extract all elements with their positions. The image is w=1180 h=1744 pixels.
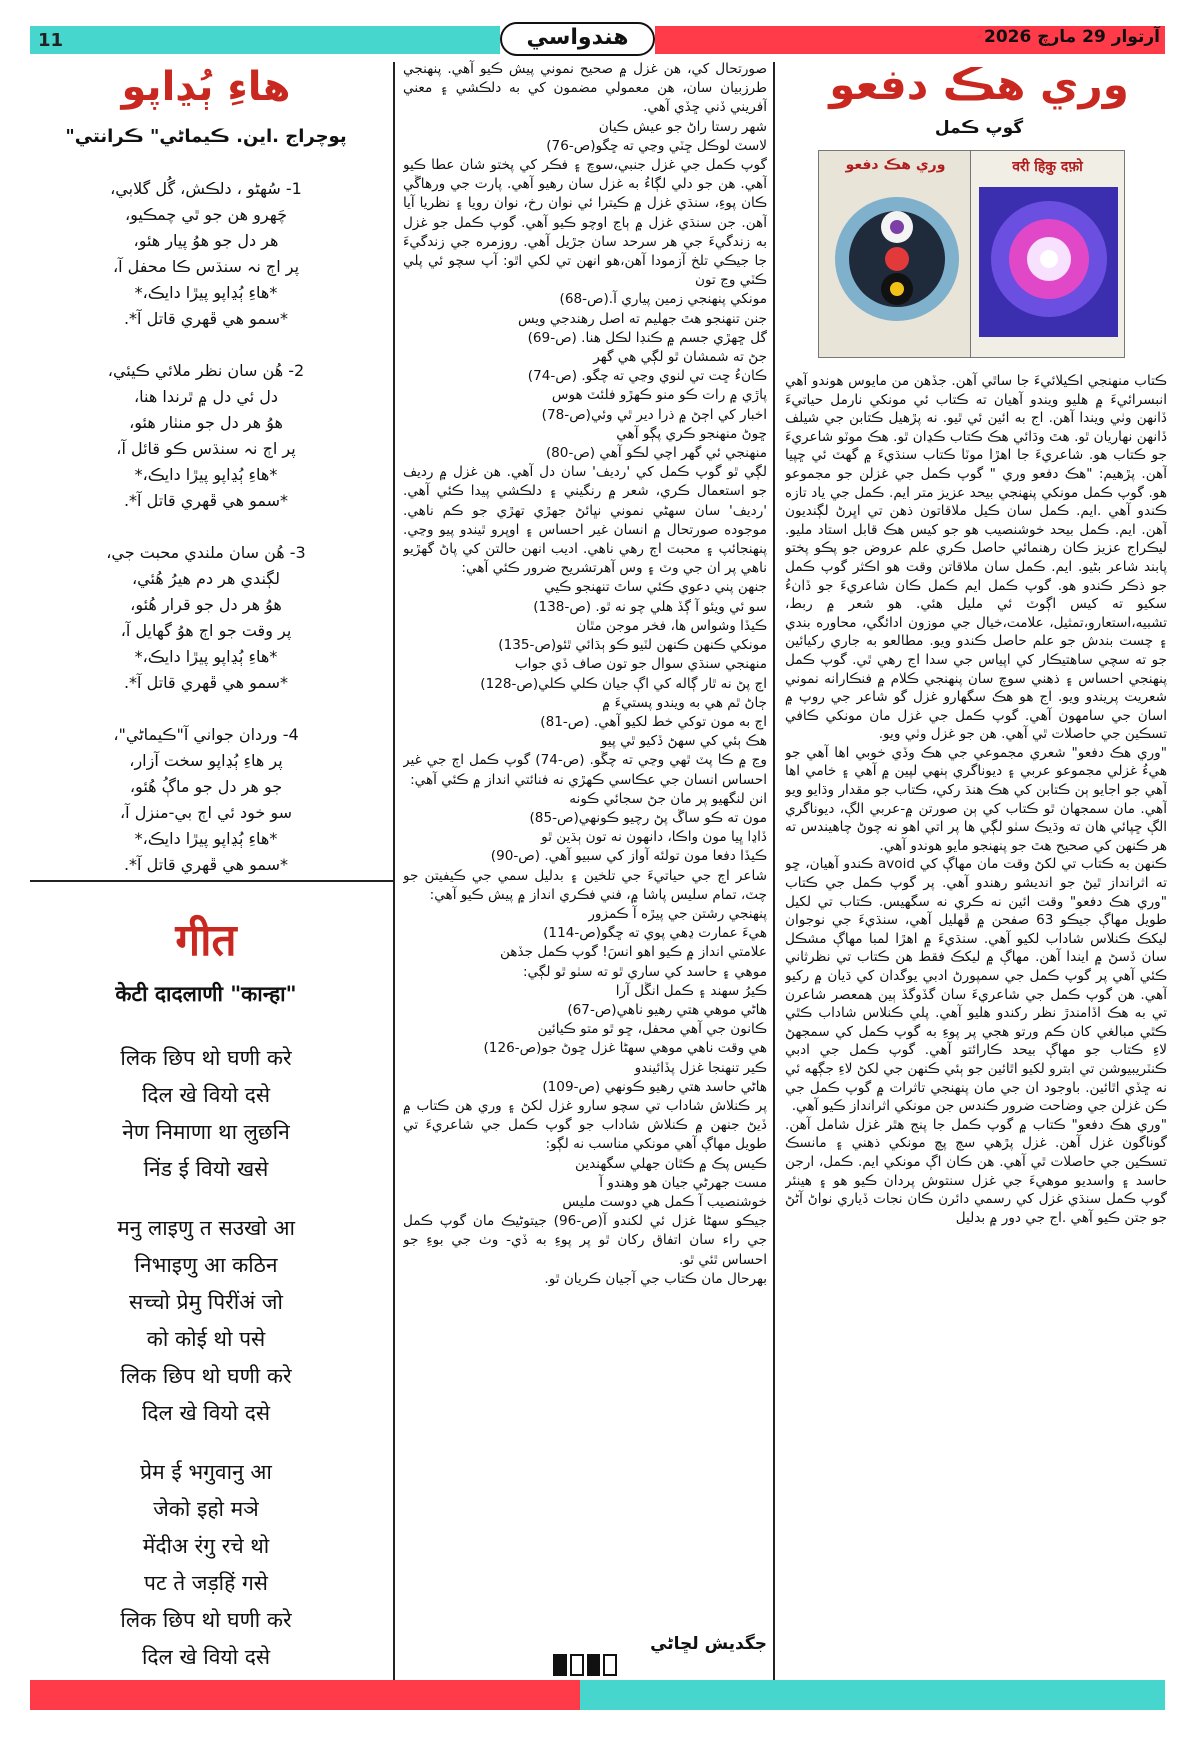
poem-line: *سمو هي ڦهري قاتل آ*.: [123, 673, 289, 692]
text-line: موهي ۽ حاسد کي ساري ٿو ته سٺو ٿو لڳي:: [522, 963, 767, 980]
cover-art-burst: [971, 179, 1126, 354]
verse-line: اڄ پڻ نه ٿار ڳاله کي اڳ جيان ڪلي ڪلي(ص-128): [480, 675, 767, 692]
geet-line: लिक छिप थो घणी करे: [120, 1608, 292, 1632]
book-cover-devanagari: [970, 150, 1125, 358]
geet-line: जेको इहो मञे: [153, 1497, 259, 1521]
geet-line: लिक छिप थो घणी करे: [120, 1046, 292, 1070]
article-signature: جگديش لڇاڻي: [650, 1634, 767, 1654]
verse-line: هڪ ٻئي کي سهڻ ڏکيو ٿي پيو: [600, 733, 767, 750]
section-divider: [30, 880, 393, 882]
text-line: پر ڪنلاش شاداب تي سچو سارو غزل لکڻ ۽ وري هن ڪتاب ۾ ڏيڻ جنهن ۾ ڪنلاش شاداب جو گوپ ڪمل جي شاعريءَ تي طويل مهاڳ آهي مونکي مناسب نه لڳو:: [403, 1097, 767, 1153]
article-body: [785, 372, 1167, 1672]
poem-line: سو خود ئي اڄ بي-منزل آ،: [120, 803, 292, 822]
column-divider-right: [773, 62, 775, 1680]
article-paragraph: "وري هڪ دفعو" ڪتاب ۾ گوپ ڪمل جا پنج هٿر غزل شامل آهن. گوناگون غزل آهن. غزل پڙهي سڄ پچ مونکي ذهني ۽ مانسڪ تسڪين جي حاصلات ٿي آهي. هن ڪان اڳ مونکي ايم. ڪمل، ارجن حاسد ۽ واسديو موهيءَ جي غزل سنتوش پردان ڪيو هو ۽ هينئر گوپ ڪمل سنڌي غزل کي رسمي دائرن ڪان نجات ڏياري نواڻ آڻڻ جو جتن ڪيو آهي .اج جي دور ۾ بدليل: [785, 1116, 1167, 1226]
poem-line: هر دل جو هوُ پيار هئو،: [133, 231, 279, 250]
poem-line: هوُ هر دل جو منٺار هئو،: [129, 413, 283, 432]
poem-line: *هاءِ ٻُڍاپو پيڙا دايڪ،*: [134, 829, 278, 848]
issue-date: آرتوار 29 مارچ 2026: [984, 27, 1160, 47]
verse-line: خوشنصيب آ ڪمل هي دوست مليس: [562, 1193, 767, 1210]
geet-line: लिक छिप थो घणी करे: [120, 1364, 292, 1388]
verse-line: هاڻي موهي هتي رهيو ناهي(ص-67): [567, 1001, 767, 1018]
text-line: جيڪو سهڻا غزل ئي لکندو آ(ص-96) جيتوڻيڪ مان گوپ ڪمل جي راء سان اتفاق رکان ٿو پر پوءِ به ڏي- وٺ جي بوءِ جو احساس ٿئي ٿو.: [403, 1213, 767, 1268]
verse-line: ڪانون جي آهي محفل، ڇو ٿو متو ڪيائين: [537, 1021, 767, 1038]
cover-art-circles: [819, 179, 974, 354]
verse-line: لاسٽ لوڪل ڇٽي وڃي ته ڇگو(ص-76): [546, 137, 767, 154]
article-paragraph: "وري هڪ دفعو" شعري مجموعي جي هڪ وڏي خوبي اها آهي جو هيءُ غزلي مجموعو عربي ۽ ديوناگري ٻنهي لپين ۾ آهي ۽ خامي اها آهي جو اجايو ٻن ڪتابن کي هڪ هنڌ رکي، ڪتاب جو مقدار وڌايو ويو آهي. مان سمجهان ٿو ڪتاب کي ٻن صورتن ۾-عربي الڳ، ديوناگري الڳ ڇپائي هان ته وڌيڪ سٺو لڳي ها پر اتي اهو نه چوڻ چاهيندس ته هر ڪنهن کي صحيح هٿ جو پنهنجو مايو هوندو آهي.: [785, 744, 1167, 854]
geet-poem: [32, 1040, 380, 1676]
geet-title: गीत: [175, 915, 237, 966]
verse-line: جنن تنهنجو هٿ جهليم ته اصل رهندجي ويس: [517, 310, 767, 327]
verse-line: منهنجي سنڌي سوال جو تون صاف ڏي جواب: [514, 656, 767, 673]
verse-line: پاڙي ۾ رات ڪو منو ڪهڙو فلئٽ هوس: [551, 387, 767, 404]
poem-line: 1- سُهڻو ، دلڪش، گُل گلابي،: [110, 179, 302, 198]
verse-line: منهنجي ئي گهر اچي لڪو آهي (ص-80): [545, 445, 767, 462]
cover-title: वरी हिकु दफ़ो: [1012, 159, 1083, 175]
end-ornament: [553, 1654, 617, 1676]
text-line: صورتحال کي، هن غزل ۾ صحيح نموني پيش ڪيو آهي. پنهنجي طرزبيان سان، هن معمولي مضمون کي به دلڪشي ۽ معني آفريني ڏني ڇڏي آهي.: [403, 61, 767, 116]
geet-line: सच्चो प्रेमु पिरींअं जो: [129, 1290, 283, 1314]
sindhi-poem: [32, 176, 380, 878]
verse-line: مست جهرڻي جيان هو وهندو آ: [599, 1174, 767, 1191]
poem-line: *هاءِ ٻُڍاپو پيڙا دايڪ،*: [134, 465, 278, 484]
article-paragraph: ڪنهن به ڪتاب تي لکڻ وقت مان مهاڳ کي avoid ڪندو آهيان، ڇو ته اثرانداز ٿيڻ جو انديشو رهندو آهي. پر گوپ ڪمل جي ڪتاب "وري هڪ دفعو" وقت ائين نه ڪري نه سگهيس. ڪتاب تي لکيل طويل مهاڳ جيڪو 63 صفحن ۾ ڦهليل آهي، سنڌيءَ جي نوجوان ليکڪ ڪنلاس شاداب لکيو آهي. سنڌيءَ ۾ اهڙا لمبا مهاڳ مشڪل سان ڏسڻ ۾ ايندا آهن. مهاڳ ۾ ليکڪ فقط هن ڪتاب تي نظرثاني ڪئي آهي پر گوپ ڪمل جي سمپورڻ ادبي يوگدان کي ڌيان ۾ رکيو آهي. هن گوپ ڪمل جي شاعريءَ سان گڏوگڏ ٻين همعصر شاعرن تي به هڪ اڏامندڙ نظر رکندو هليو آهي. پلي ڪنلاس شاداب ڪٿي ڪٿي مبالغي کان ڪم ورتو هجي پر پوءِ به گوپ ڪمل کي سمجهڻ لاءِ ڪتاب جو مهاڳ بيحد ڪارائتو آهي. گوپ ڪمل جي ادبي ڪنٽريبيوشن تي ابترو لکيو اٿائين جو ٻئي ڪنهن جي لکڻ لاءِ جڳهه ئي نه ڇڏي اٿائين. باوجود ان جي مان پنهنجي تاثرات ۾ گوپ ڪمل جي ڪن غزلن جي وضاحت ضرور ڪندس جن مونکي اثرانداز ڪيو آهي.: [785, 856, 1167, 1115]
poem-line: *هاءِ ٻُڍاپو پيڙا دايڪ،*: [134, 283, 278, 302]
text-line: لڳي ٿو گوپ ڪمل کي 'رديف' سان دل آهي. هن غزل ۾ رديف جو استعمال ڪري، شعر ۾ رنگيني ۽ دلڪشي پيدا ڪئي آهي. 'رديف' سان سهڻي نموني نڀائڻ جهڙي تهڙي جو ڪم ناهي. موجوده صورتحال ۾ انسان غير احساس ۽ اوپرو ٿيندو پيو وڃي. پنهنجائپ ۽ محبت اڄ رهي ناهي. اديب انهن حالتن کي پاڻ گهڙيو ناهي پر ان جي وٽ ۽ وس آهرتشريح ضرور ڪئي آهي:: [403, 464, 767, 577]
geet-line: को कोई थो पसे: [146, 1327, 266, 1351]
verse-line: ڪانءُ ڇت تي لنوي وڃي ته چگو. (ص-74): [527, 368, 767, 385]
geet-line: मनु लाइणु त सउखो आ: [117, 1216, 295, 1240]
article-author: گوپ ڪمل: [934, 118, 1024, 138]
article-title: وري هڪ دفعو: [829, 60, 1129, 109]
verse-line: هيءَ عمارت ڍهي پوي ته ڇگو(ص-114): [543, 925, 767, 942]
verse-line: اخبار کي اڄڻ ۾ ذرا دير ٿي وئي(ص-78): [541, 406, 767, 423]
verse-line: هي وقت ناهي موهي سهڻا غزل ڇوڻ جو(ص-126): [483, 1040, 767, 1057]
verse-line: ڪيڏا وشواس ها، فخر موجن مٿان: [576, 617, 767, 634]
footer-bar-left: [30, 1680, 580, 1710]
geet-line: प्रेम ई भगुवानु आ: [140, 1460, 272, 1484]
geet-line: दिल खे वियो दसे: [141, 1645, 271, 1669]
verse-line: ڪيس پڪ ۾ ڪٿان جهلي سگهندين: [575, 1155, 767, 1172]
geet-line: नेण निमाणा था लुछनि: [122, 1120, 290, 1144]
poem-line: هوُ هر دل جو قرار هُئو،: [130, 595, 282, 614]
verse-line: شهر رستا راڻ جو عيش ڪيان: [598, 118, 767, 135]
geet-line: मेंदीअ रंगु रचे थो: [142, 1534, 270, 1558]
verse-line: اڄ به مون توکي خط لکيو آهي. (ص-81): [540, 713, 767, 730]
verse-line: سو ئي ويئو آ ڳڏ هلي چو نه ٿو. (ص-138): [533, 598, 767, 615]
poem-line: چَهرو هن جو ٿي چمڪيو،: [124, 205, 287, 224]
verse-line: ڪيڏا دفعا مون تولئه آواز کي سبيو آهي. (ص-90): [490, 848, 767, 865]
poem-line: پر هاءِ ٻُڍاپو سخت آزار،: [129, 751, 283, 770]
poem-line: دل ئي دل ۾ ٿرندا هنا،: [134, 387, 278, 406]
verse-line: ڪير تنهنجا غزل پڏائيندو: [634, 1059, 767, 1076]
verse-line: مون ته ڪو ساڱ پڻ رچيو ڪونهي(ص-85): [529, 809, 767, 826]
verse-line: ڇوڻ منهنجو ڪري پڳو آهي: [616, 425, 767, 442]
poem-line: جو هر دل جو ماڳُ هُئو،: [129, 777, 283, 796]
column-divider-left: [393, 62, 395, 1680]
book-cover-sindhi: [818, 150, 973, 358]
poem-line: *هاءِ ٻُڍاپو پيڙا دايڪ،*: [134, 647, 278, 666]
poem-line: 3- هُن سان ملندي محبت جي،: [106, 543, 306, 562]
poem-line: *سمو هي ڦهري قاتل آ*.: [123, 491, 289, 510]
article-paragraph: ڪتاب منهنجي اڪيلائيءَ جا ساٿي آهن. جڏهن من مايوس هوندو آهي انبسرائيءَ ۾ هليو ويندو آهيان ته ڪتاب ئي مونکي نارمل حياتيءَ ڏانهن وٺي ويندا آهن. اج به ائين ئي ٿيو. نه پڙهيل ڪتابن جي شيلف ڏانهن نهاريان ٿو. هٿ وڌائي هڪ ڪتاب ڪڍان ٿو. هڪ موٽو شاعريءَ جو ڪتاب هو. شاعريءَ جا اهڙا موٽا ڪتاب سنڌيءَ ۾ گهٽ ئي ڇپيا آهن. پڙهيم: "هڪ دفعو وري " گوپ ڪمل جي غزلن جو مجموعو هو. گوپ ڪمل مونکي پنهنجي بيحد عزيز متر ايم. ڪمل جي ياد تازه ڪندو آهي .ايم. ڪمل سان ڪيل ملاقاتون ذهن تي اڀرڻ لڳنديون آهن. ايم. ڪمل بيحد خوشنصيب هو جو کيس هڪ قابل استاد مليو. ليڪراج عزيز ڪان رهنمائي حاصل ڪري علم عروض جو پڪو پختو پابند شاعر بڻيو. ايم. ڪمل سان ملاقاتن وقت هو اڪثر گوپ ڪمل جو ذڪر ڪندو هو. گوپ ڪمل ايم ڪمل ڪان شاعريءَ جو ڏانءُ سکيو ته کيس اڳوٽ ئي مليل هئي. هو شعر ۾ ربط، تشبيه،استعارو،تمثيل، علامت،خيال جي موزون ادائگي، محاوره بندي ۽ چست بندش جو علم حاصل ڪندو ويو. مطالعو به جاري رکيائين جو ته سچي ساهتيڪار کي اپياس جي سدا اڃ رهي ٿي. گوپ ڪمل پنهنجي احساس ۽ ذهني سوچ سان پنهنجي ڪلام ۾ فنڪارانه نموني شعريت پريندو ويو. اج هو هڪ سگهارو غزل گو شاعر جي روپ ۾ اسان جي سامهون آهي. گوپ ڪمل جي غزل مان مونکي ڪافي تسڪين جي حاصلات ٿي آهي. هن جو غزل وٺي ويو.: [785, 373, 1167, 743]
verse-line: پنهنجي رشتن جي پيڙه آ ڪمزور: [588, 905, 767, 922]
poem-author: پوچراج .اين. ڪيماڻي" ڪرانتي": [65, 126, 347, 147]
geet-line: निभाइणु आ कठिन: [134, 1253, 278, 1277]
text-line: گوپ ڪمل جي غزل جنبي،سوچ ۽ فڪر کي پختو شان عطا ڪيو آهي. هن جو دلي لڳاءُ به غزل سان رهيو آهي. پارت جي ورهاڱي ڪان پوءِ، سنڌي غزل ۾ ڪيترا ئي نوان رخ، نوان رويا ۽ نظريا آيا آهن. جن سنڌي غزل ۾ ٻاڃ اوچو ڪيو آهي. گوپ ڪمل جو غزل به زندگيءَ جي هر سرحد سان جڙيل آهي. روزمره جي زندگيءَ جا جيڪي تلخ آزمودا آهن،هو انهن تي لکي اٿو: آپ سچو ئي پلي ڪٽي وڃ تون: [403, 157, 767, 289]
geet-line: पट ते जड़हिं गसे: [144, 1571, 268, 1595]
poem-line: پر اڄ نہ سنڌس ڪا محفل آ،: [112, 257, 300, 276]
poem-line: پر اڄ نہ سنڌس ڪو قائل آ،: [116, 439, 296, 458]
geet-author: केटी दादलाणी "कान्हा": [115, 982, 297, 1006]
footer-bar-right: [580, 1680, 1165, 1710]
article-continuation: [403, 60, 767, 1652]
header-bar-left: [30, 26, 500, 54]
geet-line: दिल खे वियो दसे: [141, 1401, 271, 1425]
text-line: شاعر اڄ جي حياتيءَ جي تلخين ۽ بدليل سمي جي ڪيفيتن جو چٽ، تمام سليس پاشا ۾، فني فڪري انداز ۾ پيش ڪيو آهي:: [403, 867, 767, 903]
poem-line: *سمو هي ڦهري قاتل آ*.: [123, 309, 289, 328]
poem-line: *سمو هي ڦهري قاتل آ*.: [123, 855, 289, 874]
geet-line: निंड ई वियो खसे: [143, 1157, 269, 1181]
poem-line: لڳندي هر دم هيرُ هُئي،: [132, 569, 280, 588]
verse-line: ڏاڍا ڀيا مون واڪا، دانهون نه تون ٻڌين ٿو: [541, 829, 767, 846]
masthead-logo: هندواسي: [500, 22, 655, 56]
page-number: 11: [38, 30, 64, 51]
text-line: بهرحال مان ڪتاب جي آجيان ڪريان ٿو.: [544, 1270, 767, 1287]
verse-line: جڻ ته شمشان ٿو لڳي هي گهر: [593, 349, 767, 366]
verse-line: جنهن پني دعوي ڪئي ساٿ تنهنجو ڪيي: [544, 579, 767, 596]
verse-line: ڄاڻ ٿم هي به ويندو پستيءَ ۾: [602, 694, 767, 711]
text-line: علامتي انداز ۾ ڪيو اهو انسَ! گوپ ڪمل جڏهن: [499, 944, 767, 961]
verse-line: ڪيرُ سهند ۽ ڪمل انڱل آرا: [615, 982, 767, 999]
verse-line: انن لنگهيو پر مان جڻ سجائي ڪونه: [569, 790, 767, 807]
poem-line: 2- هُن سان نظر ملائي ڪيئي،: [107, 361, 305, 380]
cover-title: وري هڪ دفعو: [845, 157, 946, 173]
poem-line: 4- وردان جواني آ"ڪيماڻي"،: [113, 725, 299, 744]
poem-title: هاءِ ٻُڍاپو: [121, 64, 291, 110]
text-line: وڃ ۾ ڪا پٽ ٿهي وڃي ته چڱو. (ص-74) گوپ ڪمل اڄ جي غير احساس انسان جي عڪاسي ڪهڙي نه فنائتي انداز ۾ ڪئي آهي:: [403, 752, 767, 788]
geet-line: दिल खे वियो दसे: [141, 1083, 271, 1107]
verse-line: هاڻي حاسد هتي رهيو ڪونهي (ص-109): [542, 1078, 767, 1095]
verse-line: مونکي ڪنهن ڪنهن لٽيو ڪو ٻڌائي ٿئو(ص-135): [498, 637, 767, 654]
poem-line: پر وقت جو اڄ هوُ گهايل آ،: [120, 621, 292, 640]
verse-line: گل ڇهڙي جسم ۾ ڪنڊا لڪل هنا. (ص-69): [527, 329, 767, 346]
verse-line: مونکي پنهنجي زمين پياري آ.(ص-68): [559, 291, 767, 308]
